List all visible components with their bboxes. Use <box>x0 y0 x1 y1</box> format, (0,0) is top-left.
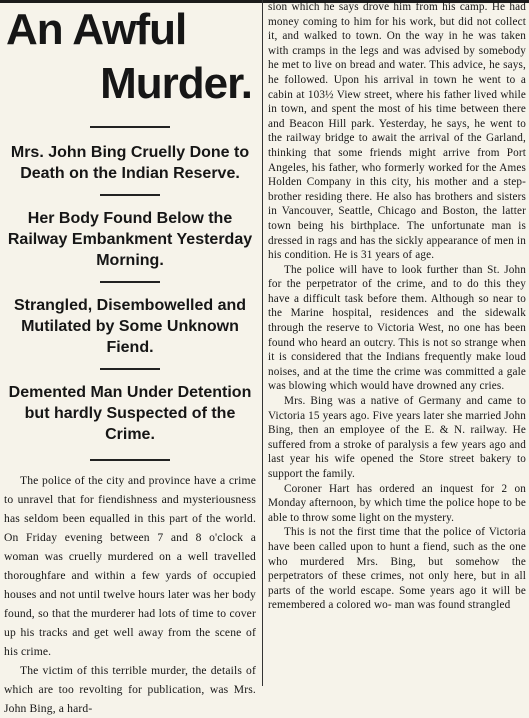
headline-line-1: An Awful <box>6 5 187 54</box>
deck-2: Her Body Found Below the Railway Embankment Yesterday Morning. <box>7 210 253 269</box>
section-divider <box>100 281 160 283</box>
right-column <box>268 0 526 613</box>
body-paragraph: The police of the city and province have a crime to unravel that for fiendishness and mysteriousness has seldom been equalled in this part of the world. On Friday evening between 7 and 8 o'clock a woman was cruelly murdered on a well travelled thoroughfare and within a few yards of occupied houses and not until twelve hours later was her body found, so that the murderer had lots of time to cover up his tracks and get well away from the scene of his crime. <box>4 474 256 658</box>
body-paragraph: The victim of this terrible murder, the details of which are too revolting for publication, was Mrs. John Bing, a hard- <box>4 664 256 715</box>
deck-4: Demented Man Under Detention but hardly Suspected of the Crime. <box>8 384 252 443</box>
body-paragraph: Coroner Hart has ordered an inquest for 2 on Monday afternoon, by which time the police hope to be able to throw some light on the mystery. <box>268 482 526 524</box>
section-divider <box>100 194 160 196</box>
body-paragraph: sion which he says drove him from his camp. He had money coming to him for his work, but did not collect it, and walked to town. On the way in he was taken with cramps in the legs and was advised by somebody he met to live on bread and water. This advice, he says, he followed. Upon his arrival in town he went to a cabin at 103½ View street, where his father lived while in town, and spent the most of his time between there and Beacon Hill park. Yesterday, he says, he went to the railway bridge to await the arrival of the Garland, thinking that some friends might arrive from Port Angeles, his father, who formerly worked for the Ames Holden Company in this city, his mother and a step-brother residing there. He also has brothers and sisters in Vancouver, Seattle, Chicago and Boston, the latter town being his birthplace. The unfortunate man is dressed in rags and has the sickly appearance of men in his condition. He is 31 years of age. <box>268 1 526 262</box>
body-paragraph: This is not the first time that the police of Victoria have been called upon to hunt a fiend, such as the one who murdered Mrs. Bing, but somehow the perpetrators of these crimes, not only here, but in all parts of the world escape. Some years ago it will be remembered a colored wo- man was found strangled <box>268 526 526 612</box>
deck-3: Strangled, Disembowelled and Mutilated by Some Unknown Fiend. <box>13 297 247 356</box>
left-column <box>4 6 256 718</box>
deck-1: Mrs. John Bing Cruelly Done to Death on the Indian Reserve. <box>10 144 250 182</box>
section-divider <box>90 126 170 128</box>
section-divider <box>90 459 170 461</box>
column-divider <box>262 0 263 686</box>
body-paragraph: Mrs. Bing was a native of Germany and came to Victoria 15 years ago. Five years later she married John Bing, then an employee of the E. & N. railway. He suffered from a stroke of paralysis a few years ago and last year his wife opened the Store street bakery to support the family. <box>268 395 526 480</box>
headline-line-2: Murder. <box>100 59 252 108</box>
section-divider <box>100 368 160 370</box>
body-paragraph: The police will have to look further than St. John for the perpetrator of the crime, and to do this they have a difficult task before them. Although so near to the Marine hospital, residences and the sidewalk through the reserve to Victoria West, no one has been found who heard an outcry. This is not so strange when it is considered that the Indians frequently make loud noises, and at the time the crime was committed a gale was blowing which would have drowned any cries. <box>268 263 526 393</box>
